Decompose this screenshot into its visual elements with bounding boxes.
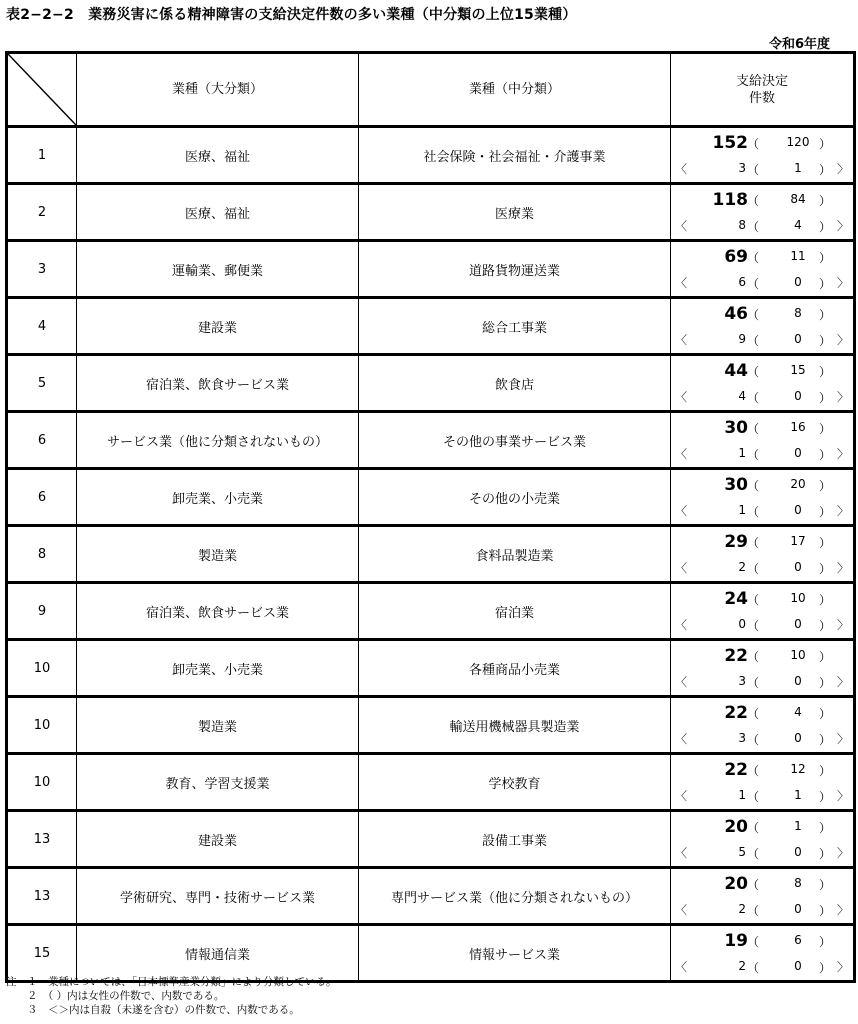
paren-open: （	[747, 562, 760, 576]
paren-close: ）	[819, 308, 832, 322]
suicide-female-count: 0	[794, 446, 802, 460]
minor-category-cell: 道路貨物運送業	[359, 241, 671, 298]
paren-open: （	[747, 961, 760, 975]
table-row	[7, 526, 855, 583]
angle-open: 〈	[675, 390, 688, 404]
angle-close: 〉	[837, 618, 850, 632]
suicide-count: 1	[738, 503, 746, 517]
suicide-count: 3	[738, 731, 746, 745]
major-category-cell: 医療、福祉	[77, 127, 359, 184]
female-count: 15	[790, 363, 806, 377]
angle-close: 〉	[837, 447, 850, 461]
table-row	[7, 298, 855, 355]
minor-category-cell: 情報サービス業	[359, 925, 671, 982]
paren-open: （	[747, 764, 760, 778]
angle-open: 〈	[675, 276, 688, 290]
minor-category-cell: 設備工事業	[359, 811, 671, 868]
major-category-cell: 建設業	[77, 298, 359, 355]
suicide-female-count: 1	[794, 161, 802, 175]
table-row	[7, 241, 855, 298]
table-row	[7, 412, 855, 469]
total-count: 30	[724, 475, 748, 495]
paren-open: （	[747, 479, 760, 493]
suicide-count: 4	[738, 389, 746, 403]
rank-cell: 6	[7, 412, 77, 469]
header-count-line2: 件数	[748, 90, 775, 106]
suicide-female-count: 0	[794, 560, 802, 574]
total-count: 30	[724, 418, 748, 438]
female-count: 10	[790, 591, 806, 605]
rank-cell: 2	[7, 184, 77, 241]
angle-close: 〉	[837, 162, 850, 176]
total-count: 19	[724, 931, 748, 951]
paren-close: ）	[819, 391, 832, 405]
angle-close: 〉	[837, 846, 850, 860]
paren-open: （	[747, 391, 760, 405]
angle-close: 〉	[837, 789, 850, 803]
minor-category-cell: 社会保険・社会福祉・介護事業	[359, 127, 671, 184]
suicide-count: 1	[738, 446, 746, 460]
angle-close: 〉	[837, 390, 850, 404]
suicide-count: 2	[738, 560, 746, 574]
suicide-female-count: 0	[794, 275, 802, 289]
female-count: 16	[790, 420, 806, 434]
angle-close: 〉	[837, 732, 850, 746]
paren-open: （	[747, 220, 760, 234]
angle-open: 〈	[675, 561, 688, 575]
table-row	[7, 925, 855, 982]
count-cell	[671, 640, 855, 697]
footnotes	[6, 975, 337, 1017]
paren-close: ）	[819, 448, 832, 462]
paren-open: （	[747, 137, 760, 151]
paren-close: ）	[819, 163, 832, 177]
total-count: 29	[724, 532, 748, 552]
female-count: 6	[794, 933, 802, 947]
paren-close: ）	[819, 764, 832, 778]
female-count: 11	[790, 249, 806, 263]
rank-cell: 15	[7, 925, 77, 982]
suicide-female-count: 0	[794, 902, 802, 916]
table-row	[7, 127, 855, 184]
table-row	[7, 355, 855, 412]
angle-open: 〈	[675, 504, 688, 518]
minor-category-cell: 飲食店	[359, 355, 671, 412]
paren-open: （	[747, 935, 760, 949]
major-category-cell: サービス業（他に分類されないもの）	[77, 412, 359, 469]
count-cell	[671, 697, 855, 754]
total-count: 22	[724, 646, 748, 666]
angle-close: 〉	[837, 333, 850, 347]
table-row	[7, 640, 855, 697]
female-count: 4	[794, 705, 802, 719]
suicide-female-count: 0	[794, 503, 802, 517]
major-category-cell: 医療、福祉	[77, 184, 359, 241]
female-count: 8	[794, 876, 802, 890]
female-count: 17	[790, 534, 806, 548]
paren-open: （	[747, 334, 760, 348]
suicide-count: 5	[738, 845, 746, 859]
footnote-2: ２ （ ）内は女性の件数で、内数である。	[6, 990, 225, 1002]
paren-close: ）	[819, 821, 832, 835]
rank-cell: 9	[7, 583, 77, 640]
paren-open: （	[747, 676, 760, 690]
paren-close: ）	[819, 562, 832, 576]
suicide-count: 1	[738, 788, 746, 802]
paren-open: （	[747, 619, 760, 633]
minor-category-cell: 輸送用機械器具製造業	[359, 697, 671, 754]
paren-open: （	[747, 194, 760, 208]
diagonal-header-cell	[7, 53, 77, 127]
female-count: 10	[790, 648, 806, 662]
suicide-female-count: 1	[794, 788, 802, 802]
suicide-female-count: 0	[794, 845, 802, 859]
paren-close: ）	[819, 935, 832, 949]
table-row	[7, 811, 855, 868]
rank-cell: 5	[7, 355, 77, 412]
major-category-cell: 製造業	[77, 697, 359, 754]
suicide-female-count: 0	[794, 617, 802, 631]
suicide-count: 6	[738, 275, 746, 289]
footnote-1: 注 １ 業種については、「日本標準産業分類」により分類している。	[6, 976, 337, 988]
major-category-cell: 卸売業、小売業	[77, 640, 359, 697]
paren-close: ）	[819, 650, 832, 664]
count-cell	[671, 184, 855, 241]
fiscal-year-label: 令和6年度	[768, 37, 830, 52]
minor-category-cell: 医療業	[359, 184, 671, 241]
header-count-line1: 支給決定	[735, 73, 788, 89]
industry-table	[5, 51, 856, 983]
major-category-cell: 学術研究、専門・技術サービス業	[77, 868, 359, 925]
paren-close: ）	[819, 790, 832, 804]
paren-close: ）	[819, 707, 832, 721]
paren-close: ）	[819, 334, 832, 348]
table-title: 表2−2−2 業務災害に係る精神障害の支給決定件数の多い業種（中分類の上位15業種）	[6, 7, 577, 23]
paren-close: ）	[819, 220, 832, 234]
paren-open: （	[747, 733, 760, 747]
total-count: 20	[724, 874, 748, 894]
paren-open: （	[747, 505, 760, 519]
header-minor-category: 業種（中分類）	[359, 53, 671, 127]
rank-cell: 6	[7, 469, 77, 526]
angle-open: 〈	[675, 789, 688, 803]
table-row	[7, 469, 855, 526]
suicide-female-count: 0	[794, 674, 802, 688]
paren-open: （	[747, 448, 760, 462]
minor-category-cell: 宿泊業	[359, 583, 671, 640]
rank-cell: 13	[7, 868, 77, 925]
suicide-count: 9	[738, 332, 746, 346]
paren-close: ）	[819, 422, 832, 436]
count-cell	[671, 868, 855, 925]
table-row	[7, 697, 855, 754]
footnote-3: ３ ＜＞内は自殺（未遂を含む）の件数で、内数である。	[6, 1004, 300, 1016]
paren-close: ）	[819, 593, 832, 607]
paren-close: ）	[819, 536, 832, 550]
paren-open: （	[747, 536, 760, 550]
major-category-cell: 卸売業、小売業	[77, 469, 359, 526]
paren-open: （	[747, 650, 760, 664]
paren-open: （	[747, 790, 760, 804]
table-row	[7, 184, 855, 241]
count-cell	[671, 241, 855, 298]
count-cell	[671, 925, 855, 982]
paren-close: ）	[819, 733, 832, 747]
major-category-cell: 教育、学習支援業	[77, 754, 359, 811]
major-category-cell: 情報通信業	[77, 925, 359, 982]
suicide-count: 2	[738, 959, 746, 973]
paren-close: ）	[819, 251, 832, 265]
total-count: 69	[724, 247, 748, 267]
suicide-count: 2	[738, 902, 746, 916]
total-count: 22	[724, 703, 748, 723]
major-category-cell: 宿泊業、飲食サービス業	[77, 583, 359, 640]
paren-open: （	[747, 821, 760, 835]
total-count: 46	[724, 304, 748, 324]
angle-open: 〈	[675, 903, 688, 917]
total-count: 24	[724, 589, 748, 609]
paren-close: ）	[819, 619, 832, 633]
angle-close: 〉	[837, 960, 850, 974]
paren-close: ）	[819, 676, 832, 690]
count-cell	[671, 412, 855, 469]
angle-open: 〈	[675, 846, 688, 860]
rank-cell: 4	[7, 298, 77, 355]
count-cell	[671, 754, 855, 811]
angle-open: 〈	[675, 219, 688, 233]
paren-close: ）	[819, 505, 832, 519]
suicide-count: 3	[738, 674, 746, 688]
suicide-count: 0	[738, 617, 746, 631]
minor-category-cell: 各種商品小売業	[359, 640, 671, 697]
angle-close: 〉	[837, 561, 850, 575]
table-row	[7, 583, 855, 640]
count-cell	[671, 583, 855, 640]
suicide-count: 8	[738, 218, 746, 232]
table-row	[7, 754, 855, 811]
female-count: 120	[786, 135, 810, 149]
rank-cell: 1	[7, 127, 77, 184]
minor-category-cell: 食料品製造業	[359, 526, 671, 583]
rank-cell: 13	[7, 811, 77, 868]
female-count: 84	[790, 192, 806, 206]
angle-close: 〉	[837, 276, 850, 290]
count-cell	[671, 811, 855, 868]
major-category-cell: 運輸業、郵便業	[77, 241, 359, 298]
paren-open: （	[747, 904, 760, 918]
total-count: 152	[712, 133, 748, 153]
paren-close: ）	[819, 479, 832, 493]
paren-open: （	[747, 707, 760, 721]
paren-open: （	[747, 878, 760, 892]
count-cell	[671, 127, 855, 184]
header-major-category: 業種（大分類）	[77, 53, 359, 127]
angle-close: 〉	[837, 219, 850, 233]
total-count: 22	[724, 760, 748, 780]
rank-cell: 8	[7, 526, 77, 583]
major-category-cell: 宿泊業、飲食サービス業	[77, 355, 359, 412]
suicide-female-count: 0	[794, 332, 802, 346]
minor-category-cell: 専門サービス業（他に分類されないもの）	[359, 868, 671, 925]
suicide-female-count: 0	[794, 959, 802, 973]
rank-cell: 10	[7, 640, 77, 697]
count-cell	[671, 526, 855, 583]
paren-close: ）	[819, 961, 832, 975]
rank-cell: 3	[7, 241, 77, 298]
rank-cell: 10	[7, 697, 77, 754]
count-cell	[671, 469, 855, 526]
suicide-count: 3	[738, 161, 746, 175]
major-category-cell: 建設業	[77, 811, 359, 868]
paren-open: （	[747, 277, 760, 291]
minor-category-cell: 総合工事業	[359, 298, 671, 355]
angle-open: 〈	[675, 162, 688, 176]
minor-category-cell: その他の事業サービス業	[359, 412, 671, 469]
total-count: 44	[724, 361, 748, 381]
angle-open: 〈	[675, 447, 688, 461]
paren-close: ）	[819, 904, 832, 918]
suicide-female-count: 0	[794, 389, 802, 403]
angle-open: 〈	[675, 675, 688, 689]
female-count: 1	[794, 819, 802, 833]
paren-open: （	[747, 163, 760, 177]
count-cell	[671, 298, 855, 355]
total-count: 118	[712, 190, 748, 210]
paren-close: ）	[819, 277, 832, 291]
header-count	[671, 53, 855, 127]
paren-open: （	[747, 365, 760, 379]
female-count: 20	[790, 477, 806, 491]
table-row	[7, 868, 855, 925]
angle-close: 〉	[837, 504, 850, 518]
paren-close: ）	[819, 878, 832, 892]
female-count: 12	[790, 762, 806, 776]
paren-close: ）	[819, 137, 832, 151]
total-count: 20	[724, 817, 748, 837]
rank-cell: 10	[7, 754, 77, 811]
minor-category-cell: 学校教育	[359, 754, 671, 811]
major-category-cell: 製造業	[77, 526, 359, 583]
angle-open: 〈	[675, 960, 688, 974]
angle-close: 〉	[837, 675, 850, 689]
minor-category-cell: その他の小売業	[359, 469, 671, 526]
paren-close: ）	[819, 847, 832, 861]
paren-open: （	[747, 593, 760, 607]
suicide-female-count: 0	[794, 731, 802, 745]
paren-open: （	[747, 422, 760, 436]
angle-open: 〈	[675, 333, 688, 347]
angle-close: 〉	[837, 903, 850, 917]
paren-open: （	[747, 308, 760, 322]
angle-open: 〈	[675, 618, 688, 632]
paren-close: ）	[819, 194, 832, 208]
paren-close: ）	[819, 365, 832, 379]
paren-open: （	[747, 251, 760, 265]
paren-open: （	[747, 847, 760, 861]
female-count: 8	[794, 306, 802, 320]
angle-open: 〈	[675, 732, 688, 746]
suicide-female-count: 4	[794, 218, 802, 232]
count-cell	[671, 355, 855, 412]
